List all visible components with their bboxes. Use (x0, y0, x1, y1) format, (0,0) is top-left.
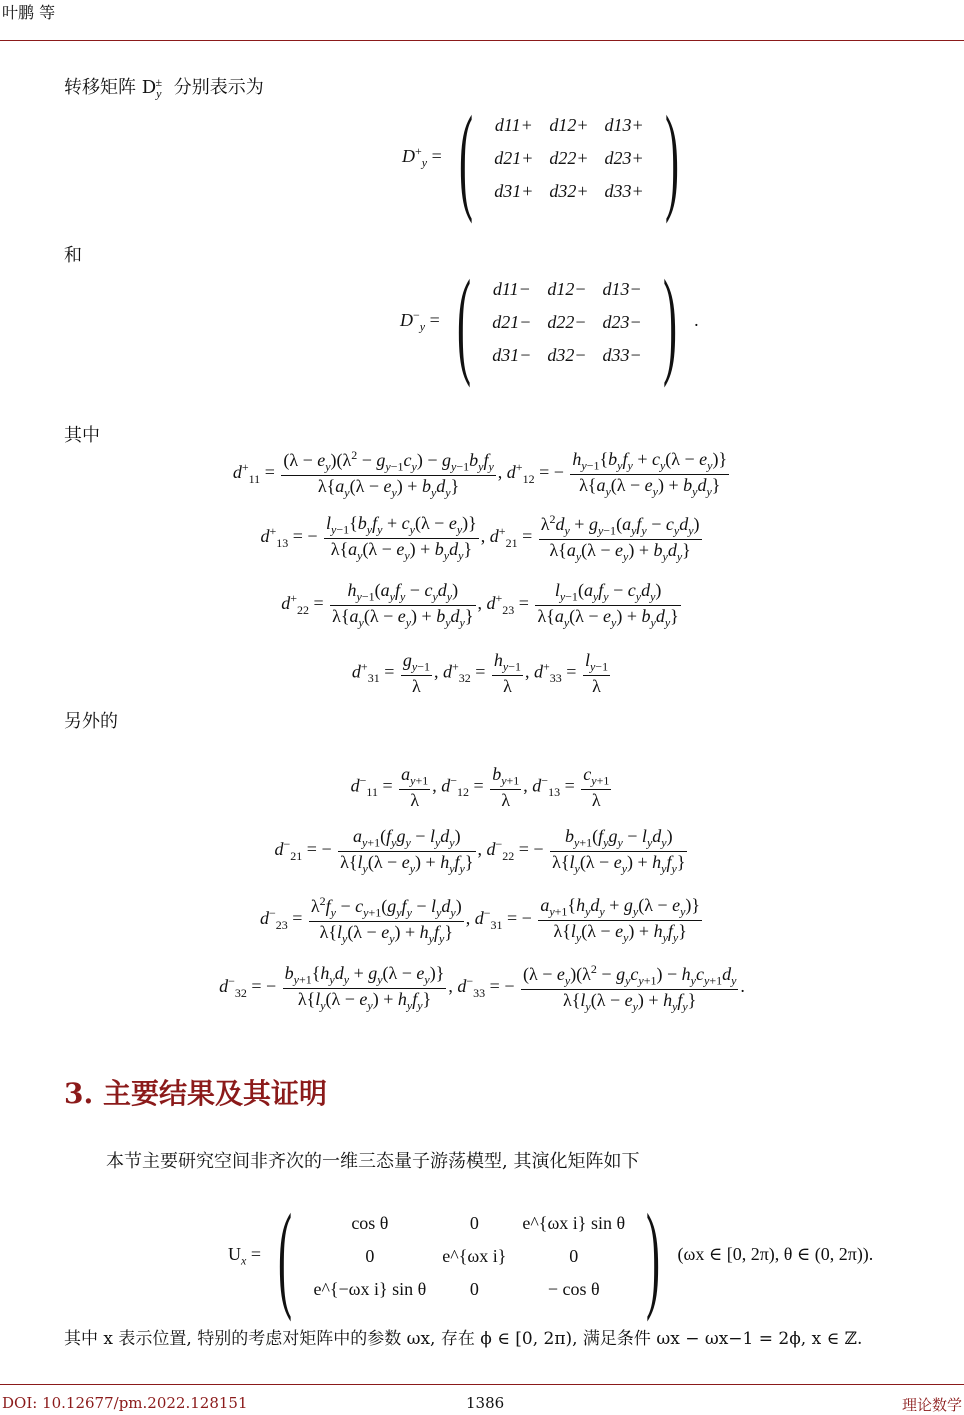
eq-dminus-row4: $d^-_{32}$ = − $\frac{b_{y+1}\{h_yd_y + g_y(\lambda - e_y)\}}{\lambda\{l_y(\lambda - e_y) + h_yf_y\}}$ , $d^-_{33}$ = − $\frac{(\lambda - e_y)(\lambda^2 - g_yc_{y+1}) - h_yc_{y+1}d_y}{\lambda\{l_y(\lambda - e_y) + h_yf_y\}}$ . (219, 962, 745, 1014)
ux-matrix-equation: $U_x$ = ( cos θ 0 e^{ωx i} sin θ 0 e^{ωx i} 0 e^{−ωx i} sin θ 0 − cos θ ) (ωx ∈ [0, 2π), θ ∈ (0, 2π)). (228, 1189, 874, 1322)
besides-text: 另外的 (64, 711, 118, 732)
where-text: 其中 (64, 425, 100, 446)
ux-matrix: ( cos θ 0 e^{ωx i} sin θ 0 e^{ωx i} 0 e^{−ωx i} sin θ 0 − cos θ ) (278, 1189, 661, 1322)
dplus-matrix: ( d11+ d12+ d13+ d21+ d22+ d23+ d31+ d32+ d33+ ) (459, 91, 679, 224)
eq-d11-d12: $d^+_{11}$ = $\frac{(\lambda - e_y)(\lambda^2 - g_{y-1}c_y) - g_{y-1}b_yf_y}{\lambda\{a_y(\lambda - e_y) + b_yd_y\}}$ , $d^+_{12}$ = − $\frac{h_{y-1}\{b_yf_y + c_y(\lambda - e_y)\}}{\lambda\{a_y(\lambda - e_y) + b_yd_y\}}$ (232, 448, 728, 500)
section-title: 3. 主要结果及其证明 (64, 1077, 327, 1110)
page-number: 1386 (466, 1394, 505, 1412)
dplus-label: D (402, 146, 415, 167)
dminus-label: D (400, 310, 413, 331)
journal-name[interactable]: 理论数学 (901, 1396, 962, 1414)
and-text: 和 (64, 245, 82, 266)
final-line: 其中 x 表示位置, 特别的考虑对矩阵中的参数 ωx, 存在 ϕ ∈ [0, 2π), 满足条件 ωx − ωx−1 = 2ϕ, x ∈ ℤ. (64, 1329, 863, 1349)
intro-suffix: 分别表示为 (168, 77, 264, 98)
eq-dminus-row1: $d^-_{11}$ = $\frac{a_{y+1}}{\lambda}$ , $d^-_{12}$ = $\frac{b_{y+1}}{\lambda}$ , $d^-_{13}$ = $\frac{c_{y+1}}{\lambda}$ (350, 764, 610, 810)
dplus-matrix-equation: $D^+_y$ = ( d11+ d12+ d13+ d21+ d22+ d23+ d31+ d32+ d33+ ) (402, 98, 692, 218)
dminus-matrix-equation: $D^-_y$ = ( d11− d12− d13− d21− d22− d23− d31− d32− d33− ) . (400, 255, 699, 388)
ux-condition: (ωx ∈ [0, 2π), θ ∈ (0, 2π)). (677, 1244, 874, 1265)
running-header-author: 叶鹏 等 (2, 3, 56, 22)
eq-d13-d21: $d^+_{13}$ = − $\frac{l_{y-1}\{b_yf_y + c_y(\lambda - e_y)\}}{\lambda\{a_y(\lambda - e_y) + b_yd_y\}}$ , $d^+_{21}$ = $\frac{\lambda^2d_y + g_{y-1}(a_yf_y - c_yd_y)}{\lambda\{a_y(\lambda - e_y) + b_yd_y\}}$ (260, 512, 700, 564)
eq-d22-d23: $d^+_{22}$ = $\frac{h_{y-1}(a_yf_y - c_yd_y)}{\lambda\{a_y(\lambda - e_y) + b_yd_y\}}$ , $d^+_{23}$ = $\frac{l_{y-1}(a_yf_y - c_yd_y)}{\lambda\{a_y(\lambda - e_y) + b_yd_y\}}$ (281, 580, 679, 630)
doi-link[interactable]: DOI: 10.12677/pm.2022.128151 (2, 1394, 248, 1412)
eq-dminus-row2: $d^-_{21}$ = − $\frac{a_{y+1}(f_yg_y - l_yd_y)}{\lambda\{l_y(\lambda - e_y) + h_yf_y\}}$ , $d^-_{22}$ = − $\frac{b_{y+1}(f_yg_y - l_yd_y)}{\lambda\{l_y(\lambda - e_y) + h_yf_y\}}$ (274, 826, 686, 876)
header-divider (0, 40, 964, 41)
intro-text: 转移矩阵 D (64, 77, 157, 98)
dminus-matrix: ( d11− d12− d13− d21− d22− d23− d31− d32− d33− ) (457, 255, 677, 388)
section-intro: 本节主要研究空间非齐次的一维三态量子游荡模型, 其演化矩阵如下 (106, 1151, 640, 1172)
intro-line: 转移矩阵 $D_y^\pm$ 分别表示为 (64, 75, 264, 101)
eq-dminus-row3: $d^-_{23}$ = $\frac{\lambda^2f_y - c_{y+1}(g_yf_y - l_yd_y)}{\lambda\{l_y(\lambda - e_y) + h_yf_y\}}$ , $d^-_{31}$ = − $\frac{a_{y+1}\{h_yd_y + g_y(\lambda - e_y)\}}{\lambda\{l_y(\lambda - e_y) + h_yf_y\}}$ (259, 894, 701, 946)
eq-d31-d32-d33: $d^+_{31}$ = $\frac{g_{y-1}}{\lambda}$ , $d^+_{32}$ = $\frac{h_{y-1}}{\lambda}$ , $d^+_{33}$ = $\frac{l_{y-1}}{\lambda}$ (351, 650, 609, 696)
footer-divider (0, 1384, 964, 1385)
